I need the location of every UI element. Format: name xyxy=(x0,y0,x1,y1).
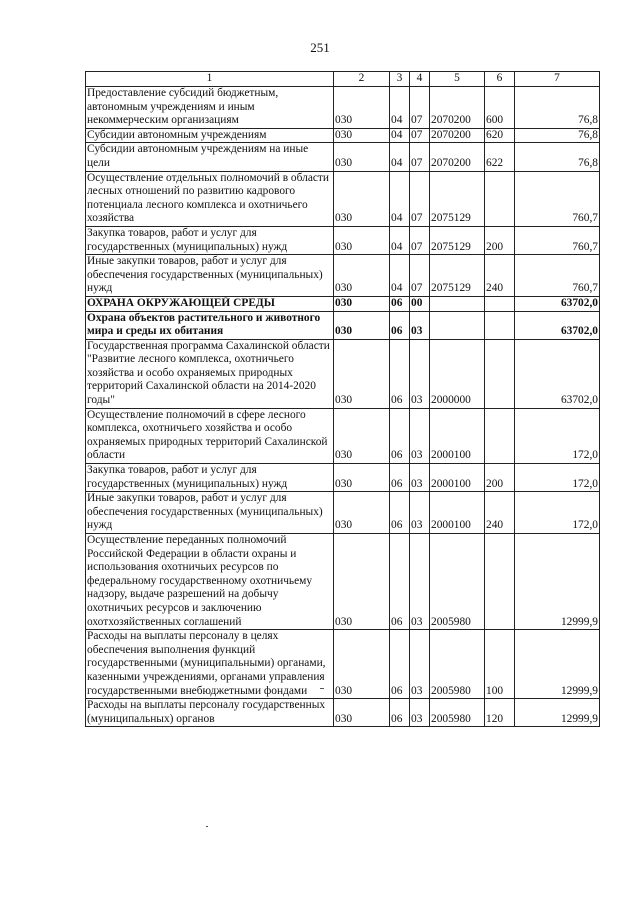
row-name: Осуществление отдельных полномочий в области лесных отношений по развитию кадрового потенциала лесного комплекса и охотничьего хозяйства xyxy=(86,171,334,226)
row-name: Иные закупки товаров, работ и услуг для обеспечения государственных (муниципальных) нужд xyxy=(86,492,334,534)
row-code-ministry: 030 xyxy=(334,534,390,630)
row-code-ministry: 030 xyxy=(334,128,390,143)
row-code-target: 2000100 xyxy=(430,408,485,463)
row-code-target: 2000100 xyxy=(430,464,485,492)
header-col-4: 4 xyxy=(410,72,430,87)
table-row xyxy=(86,630,600,699)
table-row xyxy=(86,339,600,408)
row-name: Субсидии автономным учреждениям xyxy=(86,128,334,143)
scan-speck xyxy=(206,826,208,827)
row-name: ОХРАНА ОКРУЖАЮЩЕЙ СРЕДЫ xyxy=(86,296,334,311)
scan-speck xyxy=(320,688,324,689)
row-amount: 76,8 xyxy=(515,143,600,171)
row-amount: 760,7 xyxy=(515,255,600,297)
row-code-subsection: 03 xyxy=(410,534,430,630)
header-col-7: 7 xyxy=(515,72,600,87)
row-amount: 172,0 xyxy=(515,408,600,463)
table-row xyxy=(86,226,600,254)
budget-table xyxy=(85,71,600,727)
row-code-subsection: 03 xyxy=(410,699,430,727)
row-amount: 12999,9 xyxy=(515,699,600,727)
row-name: Расходы на выплаты персоналу государственных (муниципальных) органов xyxy=(86,699,334,727)
row-code-target: 2005980 xyxy=(430,534,485,630)
row-code-section: 06 xyxy=(390,464,410,492)
row-code-ministry: 030 xyxy=(334,255,390,297)
row-name: Осуществление переданных полномочий Российской Федерации в области охраны и использования охотничьих ресурсов по федеральному государственному охотничьему надзору, выдаче разрешений на добычу охотничьих ресурсов и заключению охотхозяйственных соглашений xyxy=(86,534,334,630)
row-code-ministry: 030 xyxy=(334,408,390,463)
row-amount: 63702,0 xyxy=(515,311,600,339)
row-code-section: 04 xyxy=(390,171,410,226)
row-amount: 76,8 xyxy=(515,87,600,129)
row-code-target: 2070200 xyxy=(430,87,485,129)
row-name: Субсидии автономным учреждениям на иные цели xyxy=(86,143,334,171)
row-code-section: 04 xyxy=(390,128,410,143)
row-code-expense-type: 240 xyxy=(485,492,515,534)
row-code-ministry: 030 xyxy=(334,311,390,339)
row-code-section: 06 xyxy=(390,630,410,699)
row-code-expense-type xyxy=(485,171,515,226)
table-row xyxy=(86,311,600,339)
row-amount: 172,0 xyxy=(515,492,600,534)
row-code-target: 2000000 xyxy=(430,339,485,408)
row-name: Расходы на выплаты персоналу в целях обеспечения выполнения функций государственными (муниципальными) органами, казенными учреждениями, органами управления государственными внебюджетными фондами xyxy=(86,630,334,699)
row-amount: 12999,9 xyxy=(515,534,600,630)
row-amount: 63702,0 xyxy=(515,296,600,311)
header-col-2: 2 xyxy=(334,72,390,87)
row-code-section: 06 xyxy=(390,492,410,534)
row-code-expense-type: 622 xyxy=(485,143,515,171)
row-code-subsection: 03 xyxy=(410,339,430,408)
row-name: Иные закупки товаров, работ и услуг для обеспечения государственных (муниципальных) нужд xyxy=(86,255,334,297)
row-code-section: 04 xyxy=(390,143,410,171)
row-code-ministry: 030 xyxy=(334,699,390,727)
table-row xyxy=(86,534,600,630)
row-code-expense-type: 200 xyxy=(485,226,515,254)
table-row xyxy=(86,128,600,143)
row-amount: 12999,9 xyxy=(515,630,600,699)
row-code-subsection: 07 xyxy=(410,255,430,297)
row-code-expense-type: 200 xyxy=(485,464,515,492)
row-code-target: 2000100 xyxy=(430,492,485,534)
row-code-section: 04 xyxy=(390,87,410,129)
row-name: Закупка товаров, работ и услуг для государственных (муниципальных) нужд xyxy=(86,464,334,492)
row-code-subsection: 07 xyxy=(410,171,430,226)
row-code-target xyxy=(430,311,485,339)
row-code-section: 06 xyxy=(390,311,410,339)
row-code-target xyxy=(430,296,485,311)
row-code-target: 2070200 xyxy=(430,128,485,143)
row-code-section: 06 xyxy=(390,699,410,727)
table-row xyxy=(86,296,600,311)
row-name: Предоставление субсидий бюджетным, автономным учреждениям и иным некоммерческим организациям xyxy=(86,87,334,129)
row-amount: 76,8 xyxy=(515,128,600,143)
row-code-ministry: 030 xyxy=(334,296,390,311)
row-code-section: 04 xyxy=(390,255,410,297)
row-name: Осуществление полномочий в сфере лесного комплекса, охотничьего хозяйства и особо охраняемых природных территорий Сахалинской области xyxy=(86,408,334,463)
row-code-target: 2075129 xyxy=(430,255,485,297)
row-code-ministry: 030 xyxy=(334,464,390,492)
row-name: Закупка товаров, работ и услуг для государственных (муниципальных) нужд xyxy=(86,226,334,254)
row-code-ministry: 030 xyxy=(334,339,390,408)
row-code-section: 06 xyxy=(390,296,410,311)
row-code-subsection: 07 xyxy=(410,143,430,171)
row-code-expense-type xyxy=(485,339,515,408)
row-code-expense-type xyxy=(485,296,515,311)
row-code-expense-type: 120 xyxy=(485,699,515,727)
row-code-target: 2005980 xyxy=(430,699,485,727)
header-col-5: 5 xyxy=(430,72,485,87)
row-name: Государственная программа Сахалинской области "Развитие лесного комплекса, охотничьего хозяйства и особо охраняемых природных территорий Сахалинской области на 2014-2020 годы" xyxy=(86,339,334,408)
table-row xyxy=(86,699,600,727)
table-row xyxy=(86,171,600,226)
row-code-expense-type: 600 xyxy=(485,87,515,129)
row-code-ministry: 030 xyxy=(334,492,390,534)
row-code-target: 2075129 xyxy=(430,226,485,254)
row-code-section: 06 xyxy=(390,339,410,408)
row-amount: 63702,0 xyxy=(515,339,600,408)
table-row xyxy=(86,87,600,129)
table-row xyxy=(86,255,600,297)
row-code-subsection: 07 xyxy=(410,128,430,143)
table-row xyxy=(86,464,600,492)
row-code-subsection: 07 xyxy=(410,226,430,254)
row-amount: 172,0 xyxy=(515,464,600,492)
row-code-expense-type: 240 xyxy=(485,255,515,297)
row-code-subsection: 07 xyxy=(410,87,430,129)
header-col-3: 3 xyxy=(390,72,410,87)
row-code-expense-type: 620 xyxy=(485,128,515,143)
row-code-subsection: 03 xyxy=(410,492,430,534)
row-code-target: 2075129 xyxy=(430,171,485,226)
table-body xyxy=(86,87,600,727)
row-code-subsection: 03 xyxy=(410,311,430,339)
row-code-subsection: 03 xyxy=(410,408,430,463)
row-code-expense-type: 100 xyxy=(485,630,515,699)
page-number: 251 xyxy=(310,40,330,55)
row-code-ministry: 030 xyxy=(334,226,390,254)
row-code-expense-type xyxy=(485,534,515,630)
row-code-ministry: 030 xyxy=(334,143,390,171)
table-header-row xyxy=(86,72,600,87)
row-code-ministry: 030 xyxy=(334,87,390,129)
row-amount: 760,7 xyxy=(515,226,600,254)
row-code-subsection: 00 xyxy=(410,296,430,311)
row-code-expense-type xyxy=(485,408,515,463)
table-row xyxy=(86,143,600,171)
row-code-subsection: 03 xyxy=(410,630,430,699)
row-code-expense-type xyxy=(485,311,515,339)
row-code-subsection: 03 xyxy=(410,464,430,492)
row-code-section: 06 xyxy=(390,534,410,630)
row-amount: 760,7 xyxy=(515,171,600,226)
row-name: Охрана объектов растительного и животного мира и среды их обитания xyxy=(86,311,334,339)
row-code-section: 06 xyxy=(390,408,410,463)
header-col-1: 1 xyxy=(86,72,334,87)
row-code-ministry: 030 xyxy=(334,630,390,699)
table-row xyxy=(86,408,600,463)
row-code-ministry: 030 xyxy=(334,171,390,226)
row-code-target: 2005980 xyxy=(430,630,485,699)
table-row xyxy=(86,492,600,534)
header-col-6: 6 xyxy=(485,72,515,87)
row-code-section: 04 xyxy=(390,226,410,254)
row-code-target: 2070200 xyxy=(430,143,485,171)
